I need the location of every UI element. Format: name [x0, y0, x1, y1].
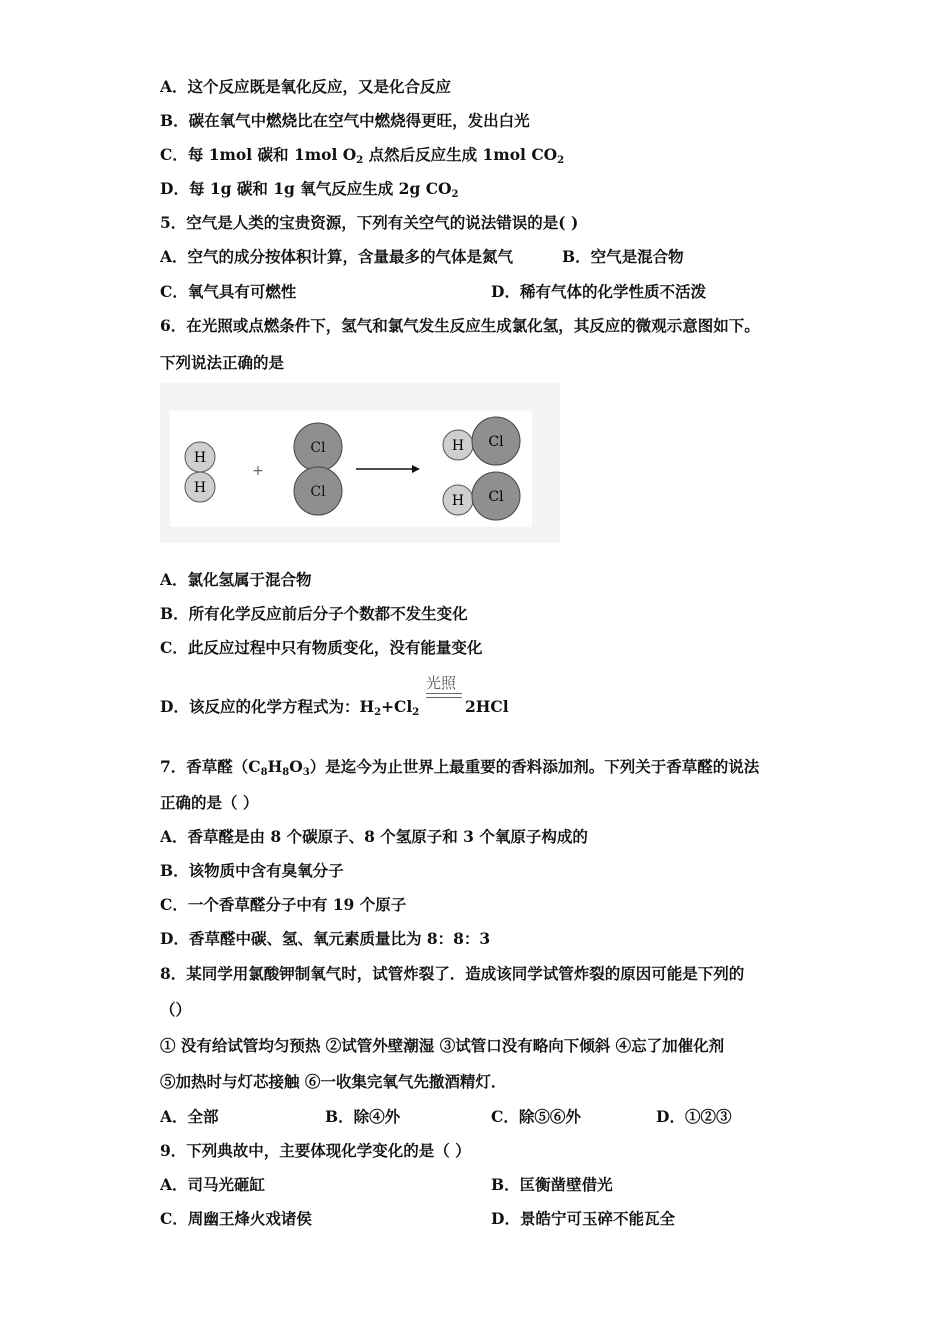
- q6-option-d-product: 2HCl: [465, 697, 509, 716]
- q6-option-a: A．氯化氢属于混合物: [160, 570, 312, 589]
- subscript: 2: [412, 707, 420, 718]
- q7-stem-text: ）是迄今为止世界上最重要的香料添加剂。下列关于香草醛的说法: [309, 757, 760, 776]
- q4-option-c-text2: 点然后反应生成 1mol CO: [363, 145, 558, 164]
- q6-option-d-text2: +Cl: [381, 697, 413, 716]
- q5-option-c: C．氧气具有可燃性: [160, 282, 297, 301]
- q6-option-b: B．所有化学反应前后分子个数都不发生变化: [160, 604, 468, 623]
- q9-option-d: D．景皓宁可玉碎不能瓦全: [491, 1209, 675, 1228]
- q7-stem-text: O: [289, 757, 303, 776]
- q8-option-a: A．全部: [160, 1107, 219, 1126]
- q9-option-a: A．司马光砸缸: [160, 1175, 266, 1194]
- q9-option-b: B．匡衡凿壁借光: [491, 1175, 613, 1194]
- subscript: 8: [260, 767, 268, 778]
- q9-stem: 9．下列典故中，主要体现化学变化的是（ ）: [160, 1141, 471, 1160]
- q4-option-c-text: C．每 1mol 碳和 1mol O: [160, 145, 357, 164]
- q7-option-a: A．香草醛是由 8 个碳原子、8 个氢原子和 3 个氧原子构成的: [160, 827, 588, 846]
- atom-label-cl: Cl: [488, 434, 504, 450]
- q8-options-row: [160, 1107, 860, 1127]
- q4-option-d-text: D．每 1g 碳和 1g 氧气反应生成 2g CO: [160, 179, 452, 198]
- q9-option-c: C．周幽王烽火戏诸侯: [160, 1209, 312, 1228]
- q5-row-2: [160, 282, 860, 302]
- subscript: 3: [302, 767, 310, 778]
- atom-label-h: H: [193, 480, 207, 496]
- q8-option-c: C．除⑤⑥外: [491, 1107, 581, 1126]
- reaction-diagram: [160, 383, 560, 543]
- q7-stem-text: H: [267, 757, 283, 776]
- q4-option-d: [160, 179, 459, 205]
- q7-option-b: B．该物质中含有臭氧分子: [160, 861, 344, 880]
- subscript: 2: [356, 155, 364, 166]
- q6-stem-line2: 下列说法正确的是: [160, 353, 285, 372]
- plus-sign: +: [252, 463, 264, 479]
- q7-stem-line2: 正确的是（ ）: [160, 793, 259, 812]
- atom-label-h: H: [193, 450, 207, 466]
- subscript: 8: [282, 767, 290, 778]
- reaction-condition: 光照: [426, 674, 457, 692]
- q5-option-a: A．空气的成分按体积计算，含量最多的气体是氮气: [160, 247, 514, 266]
- subscript: 2: [557, 155, 565, 166]
- q7-stem-line1: [160, 757, 759, 783]
- q7-stem-text: 7．香草醛（C: [160, 757, 261, 776]
- q8-items-line1: ① 没有给试管均匀预热 ②试管外壁潮湿 ③试管口没有略向下倾斜 ④忘了加催化剂: [160, 1036, 725, 1055]
- q8-stem-line2: （）: [160, 1000, 192, 1019]
- atom-label-cl: Cl: [310, 440, 326, 456]
- atom-label-cl: Cl: [310, 484, 326, 500]
- atom-label-h: H: [451, 493, 465, 509]
- q6-option-d-text: D．该反应的化学方程式为：H: [160, 697, 375, 716]
- atom-label-h: H: [451, 438, 465, 454]
- q4-option-c: [160, 145, 564, 171]
- q5-row-1: [160, 247, 860, 267]
- q5-option-d: D．稀有气体的化学性质不活泼: [491, 282, 706, 301]
- subscript: 2: [374, 707, 382, 718]
- q6-option-d: [160, 697, 560, 723]
- q4-option-b: B．碳在氧气中燃烧比在空气中燃烧得更旺，发出白光: [160, 111, 530, 130]
- q8-items-line2: ⑤加热时与灯芯接触 ⑥一收集完氧气先撤酒精灯．: [160, 1072, 507, 1091]
- q6-option-c: C．此反应过程中只有物质变化，没有能量变化: [160, 638, 483, 657]
- q8-option-b: B．除④外: [325, 1107, 401, 1126]
- subscript: 2: [451, 189, 459, 200]
- q9-row-1: [160, 1175, 860, 1195]
- atom-label-cl: Cl: [488, 489, 504, 505]
- q8-stem-line1: 8．某同学用氯酸钾制氧气时，试管炸裂了．造成该同学试管炸裂的原因可能是下列的: [160, 964, 745, 983]
- q5-stem: 5．空气是人类的宝贵资源，下列有关空气的说法错误的是( ): [160, 213, 579, 232]
- q4-option-a: A．这个反应既是氧化反应，又是化合反应: [160, 77, 452, 96]
- q7-option-c: C．一个香草醛分子中有 19 个原子: [160, 895, 407, 914]
- q5-option-b: B．空气是混合物: [562, 247, 684, 266]
- q6-stem-line1: 6．在光照或点燃条件下，氢气和氯气发生反应生成氯化氢，其反应的微观示意图如下。: [160, 316, 760, 335]
- q7-option-d: D．香草醛中碳、氢、氧元素质量比为 8：8：3: [160, 929, 491, 948]
- q9-row-2: [160, 1209, 860, 1229]
- q8-option-d: D．①②③: [656, 1107, 732, 1126]
